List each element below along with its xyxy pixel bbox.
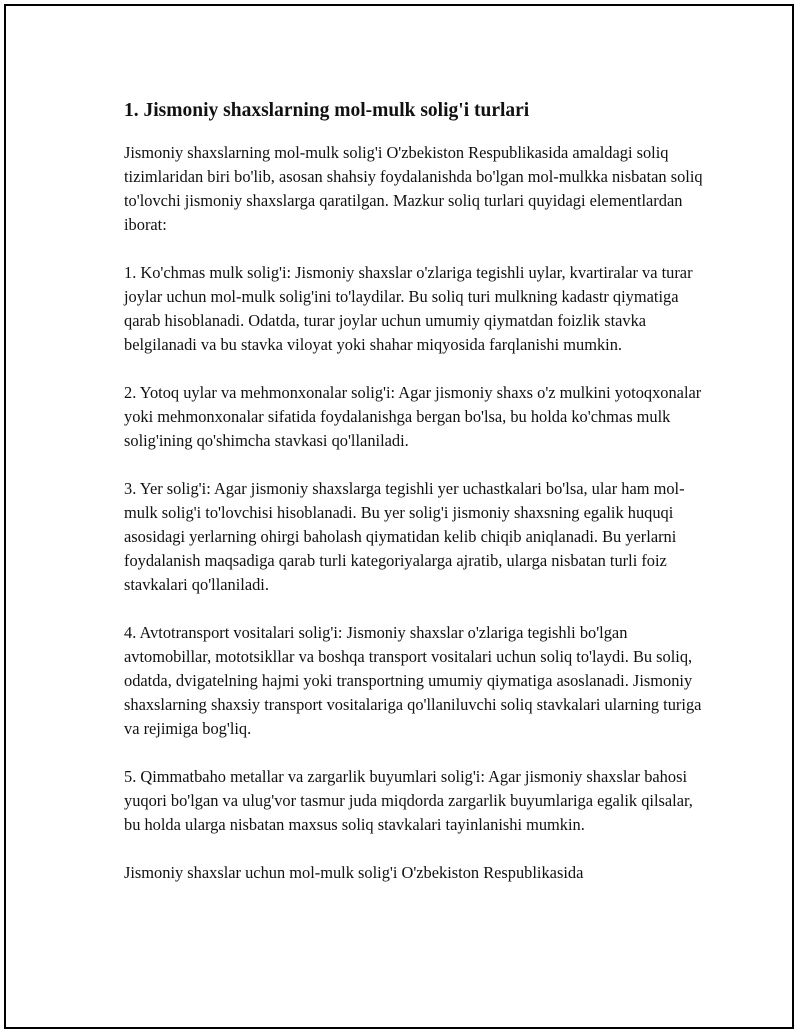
paragraph-closing: Jismoniy shaxslar uchun mol-mulk solig'i O'zbekiston Respublikasida <box>124 863 584 882</box>
page-frame <box>4 4 794 1029</box>
paragraph-item-2: 2. Yotoq uylar va mehmonxonalar solig'i: Agar jismoniy shaxs o'z mulkini yotoqxonalar yoki mehmonxonalar sifatida foydalanishga bergan bo'lsa, bu holda ko'chmas mulk solig'ining qo'shimcha stavkasi qo'llaniladi. <box>124 383 702 450</box>
paragraph-item-3: 3. Yer solig'i: Agar jismoniy shaxslarga tegishli yer uchastkalari bo'lsa, ular ham mol-mulk solig'i to'lovchisi hisoblanadi. Bu yer solig'i jismoniy shaxsning egalik huquqi asosidagi yerlarning ohirgi baholash qiymatidan kelib chiqib aniqlanadi. Bu yerlarni foydalanish maqsadiga qarab turli kategoriyalarga ajratib, ularga nisbatan turli foiz stavkalari qo'llaniladi. <box>124 479 685 594</box>
document-body <box>124 99 704 885</box>
paragraph-item-5: 5. Qimmatbaho metallar va zargarlik buyumlari solig'i: Agar jismoniy shaxslar bahosi yuqori bo'lgan va ulug'vor tasmur juda miqdorda zargarlik buyumlariga egalik qilsalar, bu holda ularga nisbatan maxsus soliq stavkalari tayinlanishi mumkin. <box>124 767 693 834</box>
paragraph-intro: Jismoniy shaxslarning mol-mulk solig'i O'zbekiston Respublikasida amaldagi soliq tizimlaridan biri bo'lib, asosan shahsiy foydalanishda bo'lgan mol-mulkka nisbatan soliq to'lovchi jismoniy shaxslarga qaratilgan. Mazkur soliq turlari quyidagi elementlardan iborat: <box>124 143 703 234</box>
section-heading: 1. Jismoniy shaxslarning mol-mulk solig'i turlari <box>124 100 530 121</box>
paragraph-item-4: 4. Avtotransport vositalari solig'i: Jismoniy shaxslar o'zlariga tegishli bo'lgan avtomobillar, mototsikllar va boshqa transport vositalari uchun soliq to'laydi. Bu soliq, odatda, dvigatelning hajmi yoki transportning umumiy qiymatiga asoslanadi. Jismoniy shaxslarning shaxsiy transport vositalariga qo'llaniluvchi soliq stavkalari ularning turiga va rejimiga bog'liq. <box>124 623 702 738</box>
paragraph-item-1: 1. Ko'chmas mulk solig'i: Jismoniy shaxslar o'zlariga tegishli uylar, kvartiralar va turar joylar uchun mol-mulk solig'ini to'laydilar. Bu soliq turi mulkning kadastr qiymatiga qarab hisoblanadi. Odatda, turar joylar uchun umumiy qiymatdan foizlik stavka belgilanadi va bu stavka viloyat yoki shahar miqyosida farqlanishi mumkin. <box>124 263 693 354</box>
